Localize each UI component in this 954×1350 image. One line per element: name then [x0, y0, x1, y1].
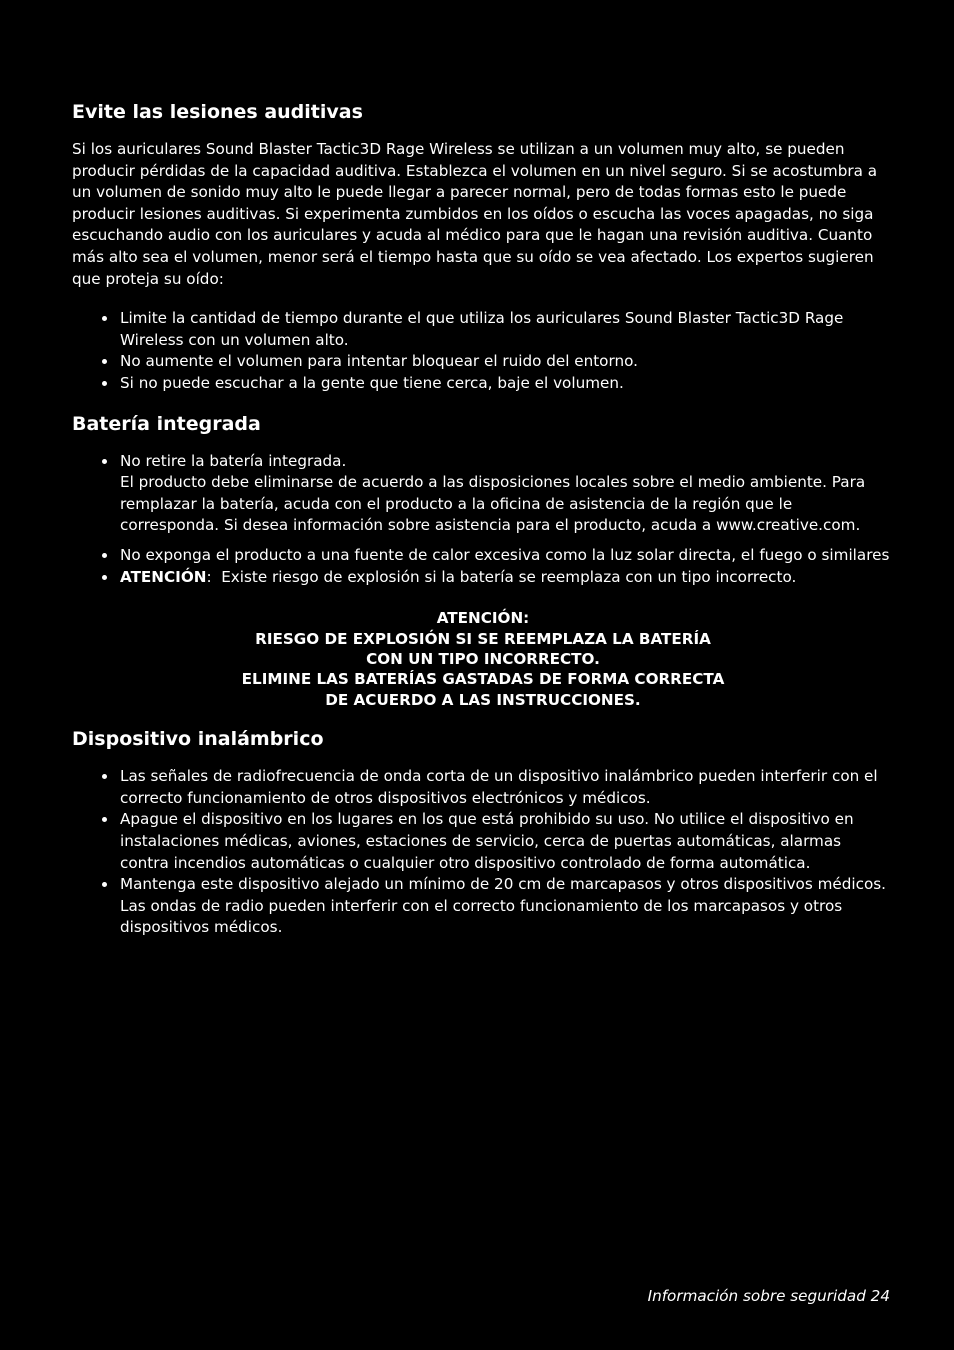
- warning-line: ELIMINE LAS BATERÍAS GASTADAS DE FORMA CORRECTA: [241, 670, 725, 689]
- list-item: [72, 451, 894, 537]
- page-footer: Información sobre seguridad 24: [647, 1287, 890, 1305]
- battery-item-line: El producto debe eliminarse de acuerdo a las disposiciones locales sobre el medio ambiente. Para remplazar la batería, acuda con el producto a la oficina de asistencia de la región que le corresponda. Si desea información sobre asistencia para el producto, acuda a www.creative.com.: [120, 473, 866, 535]
- wireless-list: [72, 766, 894, 939]
- attention-label: ATENCIÓN: [120, 567, 207, 586]
- section-battery: [72, 411, 894, 711]
- section-wireless: [72, 726, 894, 939]
- warning-line: RIESGO DE EXPLOSIÓN SI SE REEMPLAZA LA BATERÍA: [255, 629, 711, 648]
- section-title-hearing: Evite las lesiones auditivas: [72, 101, 363, 123]
- attention-text: : Existe riesgo de explosión si la batería se reemplaza con un tipo incorrecto.: [206, 567, 797, 586]
- list-item: No aumente el volumen para intentar bloquear el ruido del entorno.: [72, 351, 894, 373]
- battery-warning-block: [72, 608, 894, 710]
- warning-line: DE ACUERDO A LAS INSTRUCCIONES.: [325, 690, 641, 709]
- section-title-battery: Batería integrada: [72, 412, 261, 435]
- list-item: Las señales de radiofrecuencia de onda corta de un dispositivo inalámbrico pueden interferir con el correcto funcionamiento de otros dispositivos electrónicos y médicos.: [72, 766, 894, 809]
- list-item: Apague el dispositivo en los lugares en los que está prohibido su uso. No utilice el dispositivo en instalaciones médicas, aviones, estaciones de servicio, cerca de puertas automáticas, alarmas contra incendios automáticas o cualquier otro dispositivo controlado de forma automática.: [72, 809, 894, 874]
- list-item: Si no puede escuchar a la gente que tiene cerca, baje el volumen.: [72, 373, 894, 395]
- list-item: No exponga el producto a una fuente de calor excesiva como la luz solar directa, el fuego o similares: [72, 545, 894, 567]
- warning-line: CON UN TIPO INCORRECTO.: [366, 649, 600, 668]
- page-content: [72, 99, 894, 939]
- battery-list: [72, 451, 894, 589]
- section-title-wireless: Dispositivo inalámbrico: [72, 728, 324, 751]
- hearing-list: [72, 308, 894, 394]
- list-item: [72, 567, 894, 589]
- battery-item-line: No retire la batería integrada.: [120, 451, 347, 470]
- hearing-intro-paragraph: Si los auriculares Sound Blaster Tactic3D Rage Wireless se utilizan a un volumen muy alto, se pueden producir pérdidas de la capacidad auditiva. Establezca el volumen en un nivel seguro. Si se acostumbra a un volumen de sonido muy alto le puede llegar a parecer normal, pero de todas formas esto le puede producir lesiones auditivas. Si experimenta zumbidos en los oídos o escucha las voces apagadas, no siga escuchando audio con los auriculares y acuda al médico para que le hagan una revisión auditiva. Cuanto más alto sea el volumen, menor será el tiempo hasta que su oído se vea afectado. Los expertos sugieren que proteja su oído:: [72, 140, 878, 288]
- warning-line: ATENCIÓN:: [436, 609, 530, 628]
- list-item: Mantenga este dispositivo alejado un mínimo de 20 cm de marcapasos y otros dispositivos médicos. Las ondas de radio pueden interferir con el correcto funcionamiento de los marcapasos y otros dispositivos médicos.: [72, 874, 894, 939]
- section-hearing: [72, 99, 894, 395]
- list-item: Limite la cantidad de tiempo durante el que utiliza los auriculares Sound Blaster Tactic3D Rage Wireless con un volumen alto.: [72, 308, 894, 351]
